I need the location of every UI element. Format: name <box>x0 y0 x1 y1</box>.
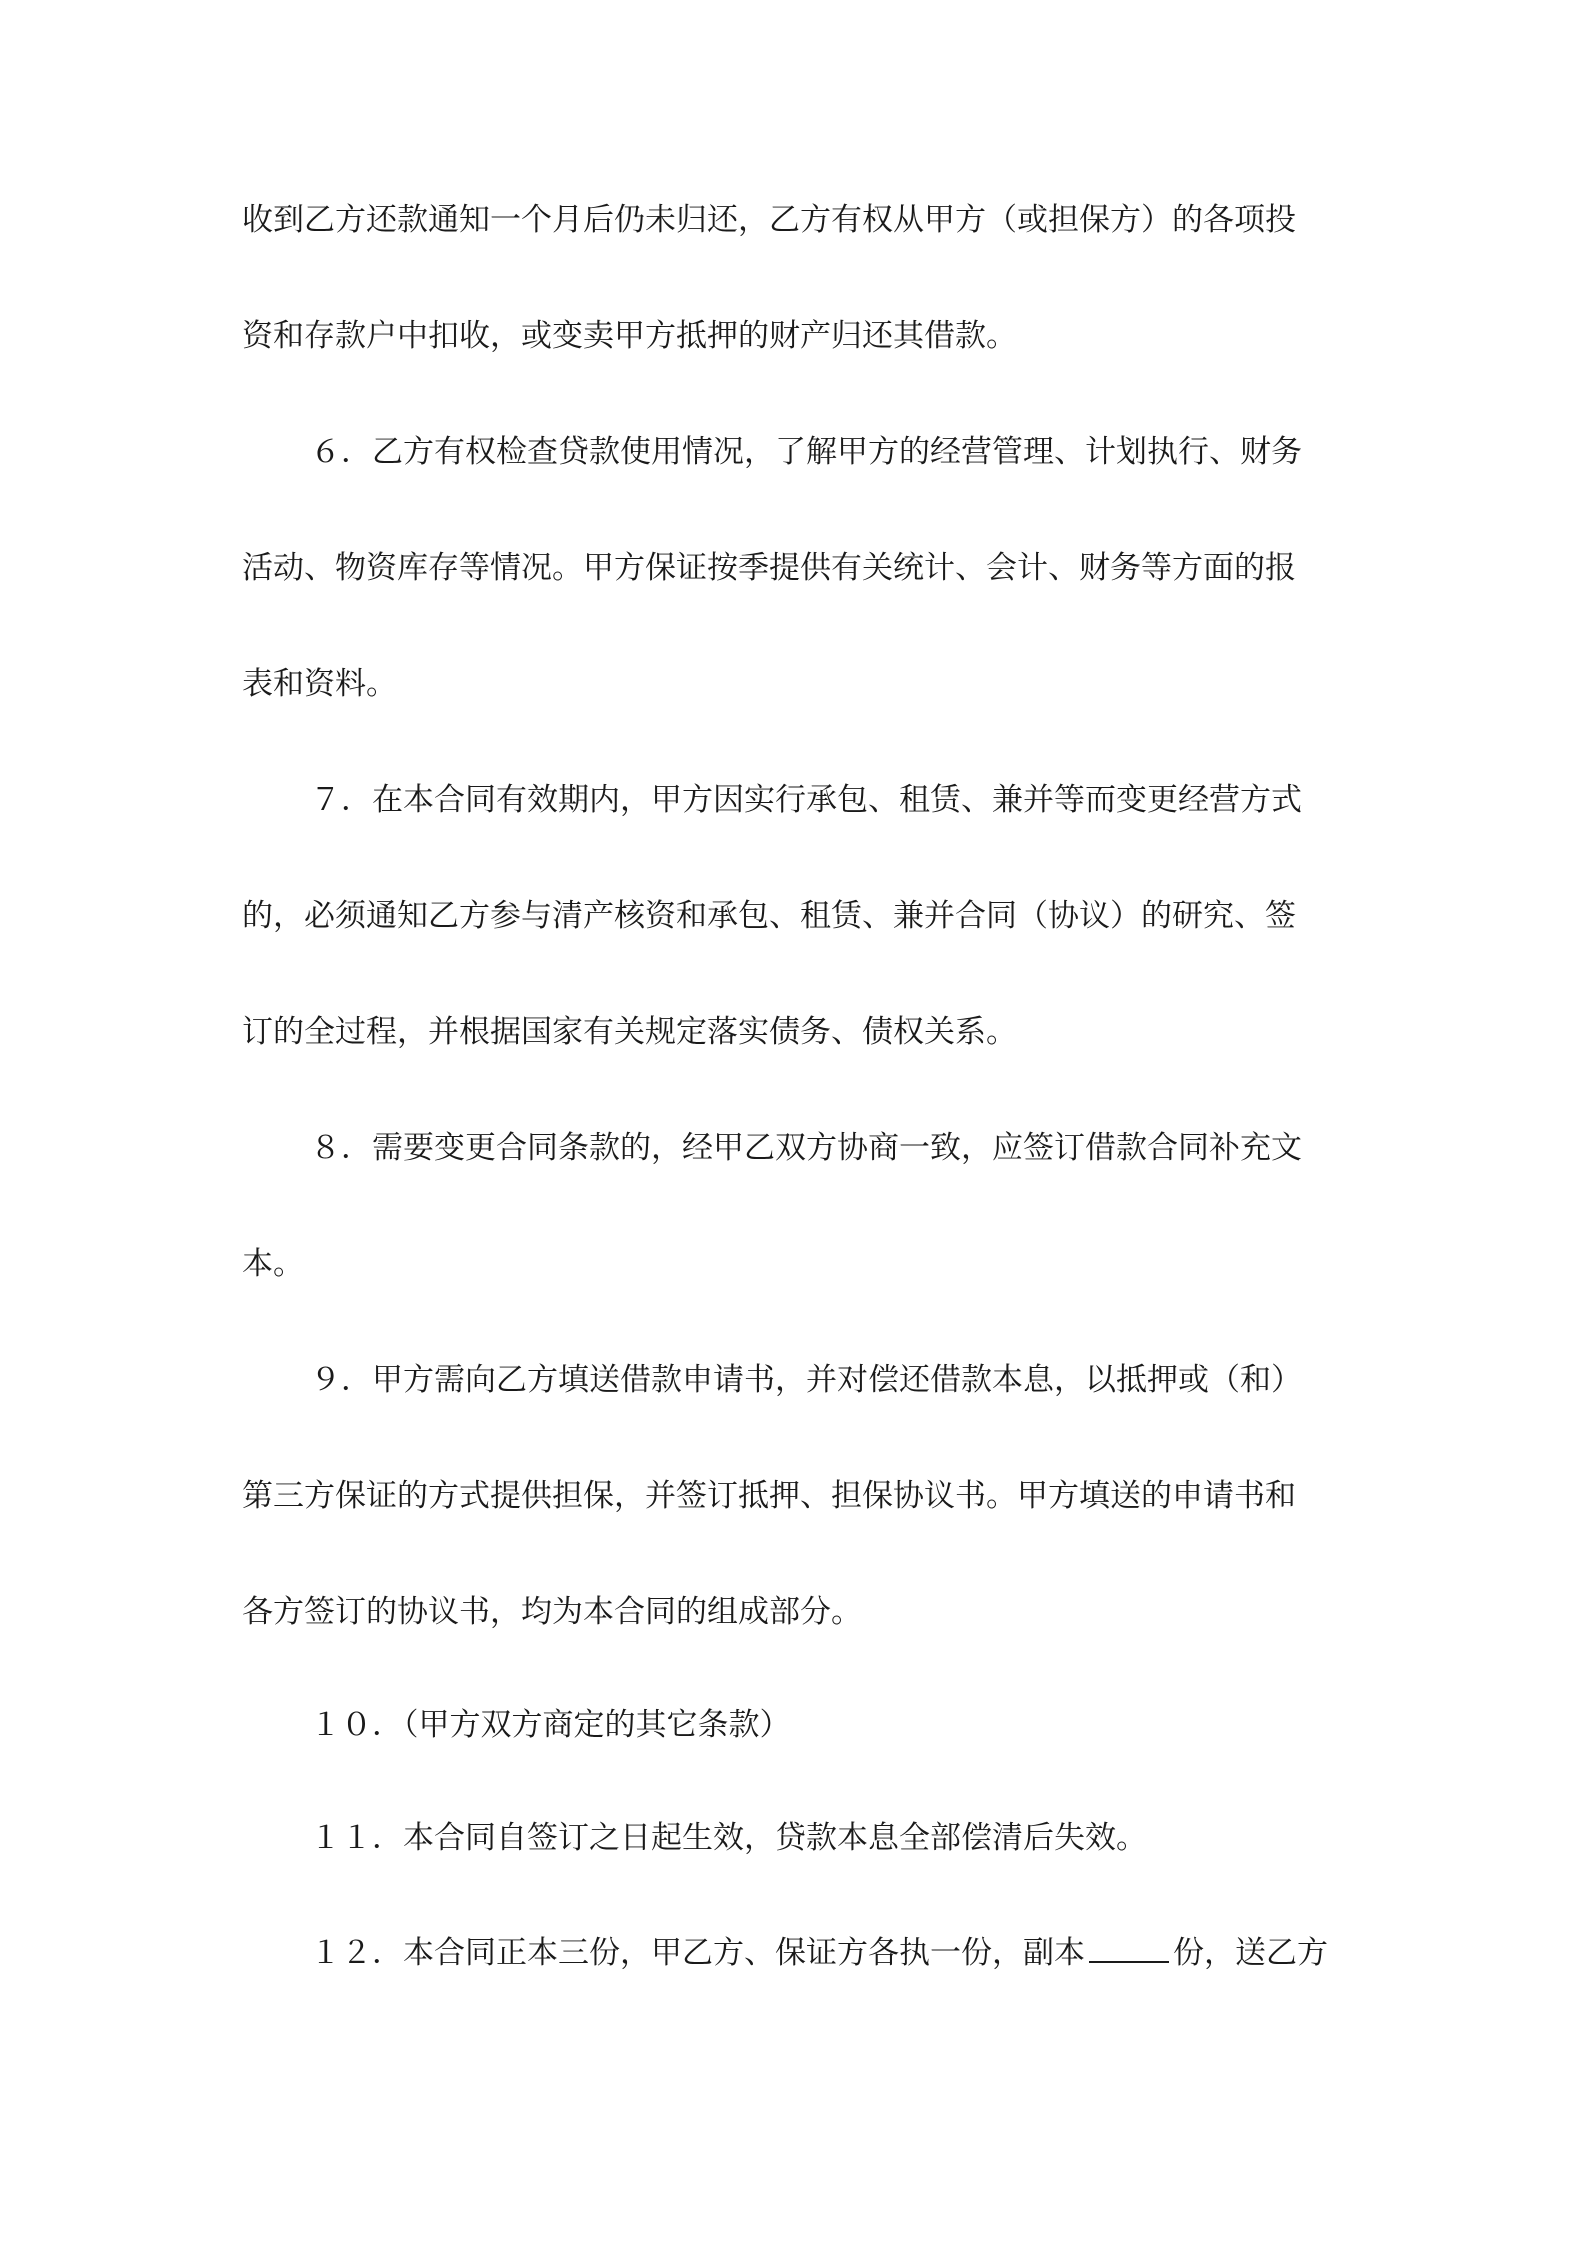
text-line: 资和存款户中扣收，或变卖甲方抵押的财产归还其借款。 <box>242 318 1017 354</box>
clause-8-line: ８．需要变更合同条款的，经甲乙双方协商一致，应签订借款合同补充文 <box>310 1130 1302 1166</box>
clause-11-line: １１．本合同自签订之日起生效，贷款本息全部偿清后失效。 <box>310 1820 1147 1856</box>
clause-12-text-before: １２．本合同正本三份，甲乙方、保证方各执一份，副本 <box>310 1935 1085 1971</box>
text-line: 各方签订的协议书，均为本合同的组成部分。 <box>242 1594 862 1630</box>
clause-10-line: １０．（甲方双方商定的其它条款） <box>310 1707 791 1743</box>
text-line: 收到乙方还款通知一个月后仍未归还，乙方有权从甲方（或担保方）的各项投 <box>242 202 1296 238</box>
clause-12-text-after: 份，送乙方 <box>1173 1935 1328 1971</box>
text-line: 的，必须通知乙方参与清产核资和承包、租赁、兼并合同（协议）的研究、签 <box>242 898 1296 934</box>
text-line: 第三方保证的方式提供担保，并签订抵押、担保协议书。甲方填送的申请书和 <box>242 1478 1296 1514</box>
clause-6-line: ６．乙方有权检查贷款使用情况，了解甲方的经营管理、计划执行、财务 <box>310 434 1302 470</box>
clause-7-line: ７．在本合同有效期内，甲方因实行承包、租赁、兼并等而变更经营方式 <box>310 782 1302 818</box>
text-line: 订的全过程，并根据国家有关规定落实债务、债权关系。 <box>242 1014 1017 1050</box>
text-line: 本。 <box>242 1246 304 1282</box>
text-line: 活动、物资库存等情况。甲方保证按季提供有关统计、会计、财务等方面的报 <box>242 550 1296 586</box>
clause-9-line: ９．甲方需向乙方填送借款申请书，并对偿还借款本息，以抵押或（和） <box>310 1362 1302 1398</box>
copies-blank-field <box>1089 1931 1169 1963</box>
text-line: 表和资料。 <box>242 666 397 702</box>
clause-12-line <box>310 1931 1328 1973</box>
